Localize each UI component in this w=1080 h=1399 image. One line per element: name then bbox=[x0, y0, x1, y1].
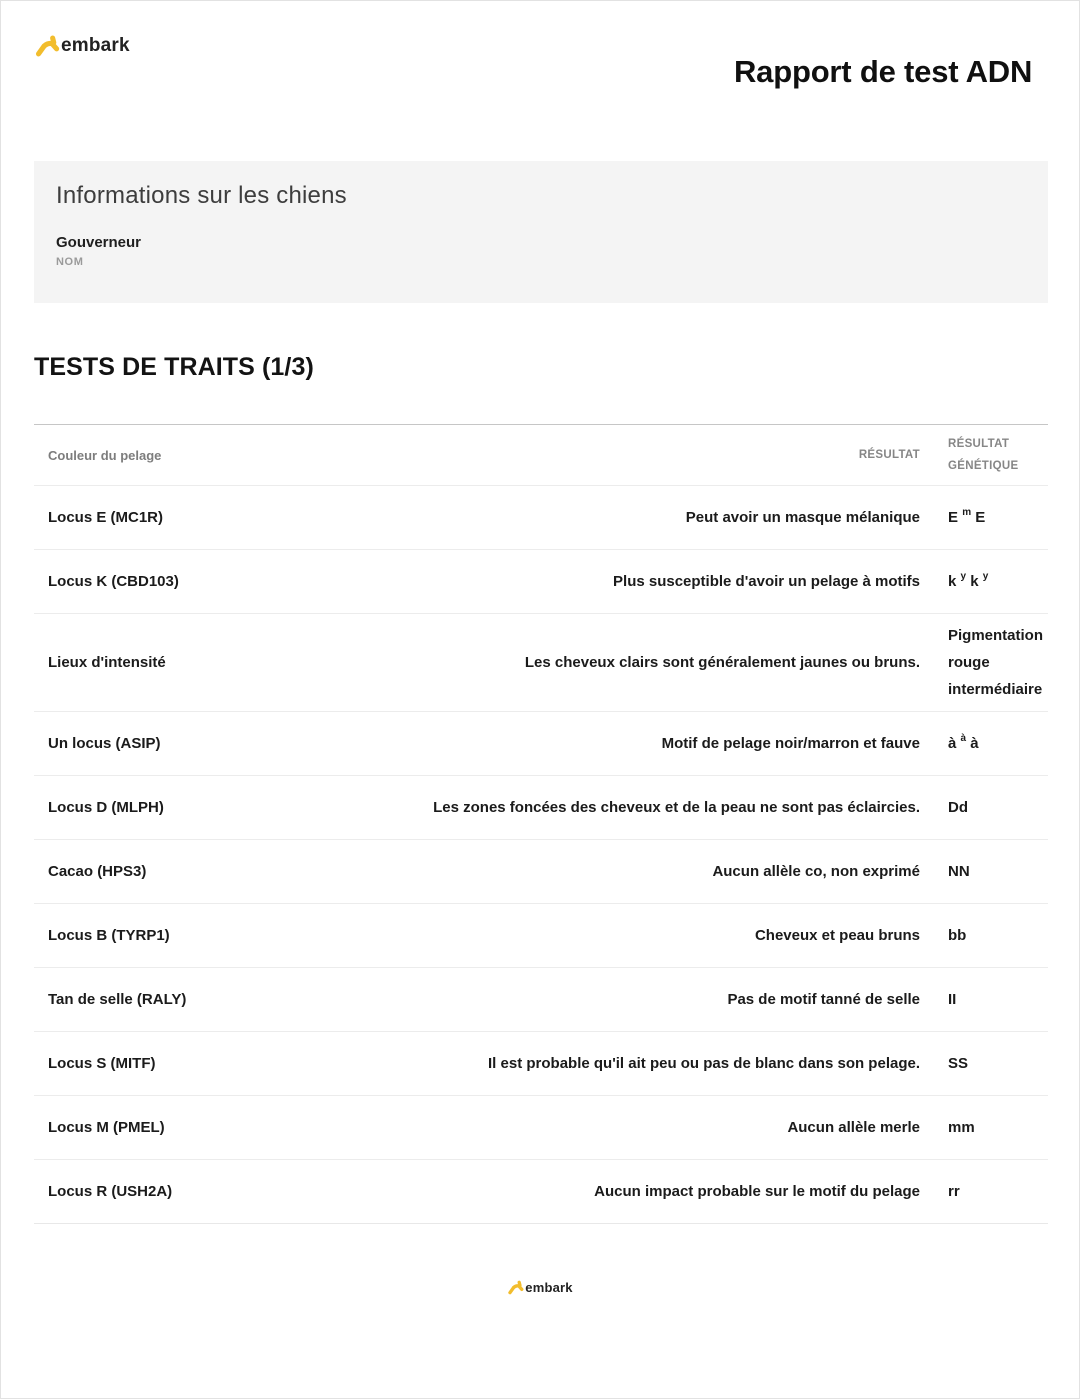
trait-name: Cacao (HPS3) bbox=[48, 863, 147, 880]
dog-name: Gouverneur bbox=[56, 234, 142, 251]
trait-result: Il est probable qu'il ait peu ou pas de blanc dans son pelage. bbox=[488, 1055, 920, 1072]
table-row bbox=[34, 968, 1048, 1032]
page-title: Rapport de test ADN bbox=[734, 54, 1033, 89]
trait-result: Les cheveux clairs sont généralement jaunes ou bruns. bbox=[524, 654, 920, 671]
trait-result: Pas de motif tanné de selle bbox=[727, 991, 920, 1008]
dog-name-label: NOM bbox=[56, 256, 84, 268]
genetic-result: NN bbox=[948, 863, 970, 880]
trait-name: Locus B (TYRP1) bbox=[48, 927, 170, 944]
dog-info-heading: Informations sur les chiens bbox=[56, 182, 347, 209]
footer-embark-logo bbox=[507, 1279, 572, 1296]
genetic-result: E $^m$ E bbox=[948, 507, 986, 526]
trait-result: Les zones foncées des cheveux et de la peau ne sont pas éclaircies. bbox=[433, 799, 920, 816]
column-header-result: RÉSULTAT bbox=[858, 449, 920, 461]
embark-logo bbox=[34, 33, 130, 59]
table-row bbox=[34, 1096, 1048, 1160]
traits-table bbox=[34, 424, 1048, 1224]
table-row bbox=[34, 1160, 1048, 1224]
dog-info-panel bbox=[34, 161, 1048, 303]
table-row bbox=[34, 614, 1048, 712]
trait-name: Lieux d'intensité bbox=[48, 654, 166, 671]
trait-name: Locus K (CBD103) bbox=[48, 573, 179, 590]
table-row bbox=[34, 550, 1048, 614]
embark-wordmark: embark bbox=[61, 35, 130, 56]
genetic-result: bb bbox=[948, 927, 967, 944]
trait-result: Aucun impact probable sur le motif du pelage bbox=[594, 1183, 920, 1200]
genetic-result: Pigmentation rouge intermédiaire bbox=[948, 627, 1044, 698]
table-row bbox=[34, 486, 1048, 550]
trait-name: Locus S (MITF) bbox=[48, 1055, 156, 1072]
trait-name: Tan de selle (RALY) bbox=[48, 991, 187, 1008]
table-row bbox=[34, 712, 1048, 776]
genetic-result: mm bbox=[948, 1119, 975, 1136]
column-header-genetic: RÉSULTAT GÉNÉTIQUE bbox=[948, 438, 1019, 472]
trait-name: Locus E (MC1R) bbox=[48, 509, 164, 526]
column-header-category: Couleur du pelage bbox=[48, 447, 162, 463]
table-row bbox=[34, 776, 1048, 840]
trait-result: Cheveux et peau bruns bbox=[754, 927, 920, 944]
trait-name: Un locus (ASIP) bbox=[48, 735, 161, 752]
trait-result: Aucun allèle merle bbox=[787, 1119, 920, 1136]
embark-wordmark: embark bbox=[525, 1280, 573, 1295]
trait-result: Plus susceptible d'avoir un pelage à motifs bbox=[613, 573, 920, 590]
traits-section-heading: TESTS DE TRAITS (1/3) bbox=[34, 353, 314, 381]
genetic-result: SS bbox=[948, 1055, 969, 1072]
embark-dog-icon bbox=[507, 1279, 524, 1296]
table-header-row bbox=[34, 425, 1048, 486]
trait-result: Motif de pelage noir/marron et fauve bbox=[661, 735, 920, 752]
trait-name: Locus D (MLPH) bbox=[48, 799, 164, 816]
table-row bbox=[34, 904, 1048, 968]
genetic-result: II bbox=[948, 991, 957, 1008]
table-row bbox=[34, 1032, 1048, 1096]
embark-dog-icon bbox=[34, 33, 60, 59]
table-row bbox=[34, 840, 1048, 904]
genetic-result: à $^à$ à bbox=[948, 733, 979, 752]
trait-name: Locus R (USH2A) bbox=[48, 1183, 173, 1200]
genetic-result: rr bbox=[948, 1183, 960, 1200]
genetic-result: k $^y$ k $^y$ bbox=[948, 571, 989, 590]
trait-result: Peut avoir un masque mélanique bbox=[685, 509, 920, 526]
trait-name: Locus M (PMEL) bbox=[48, 1119, 165, 1136]
trait-result: Aucun allèle co, non exprimé bbox=[712, 863, 920, 880]
genetic-result: Dd bbox=[948, 799, 968, 816]
footer bbox=[1, 1279, 1079, 1296]
